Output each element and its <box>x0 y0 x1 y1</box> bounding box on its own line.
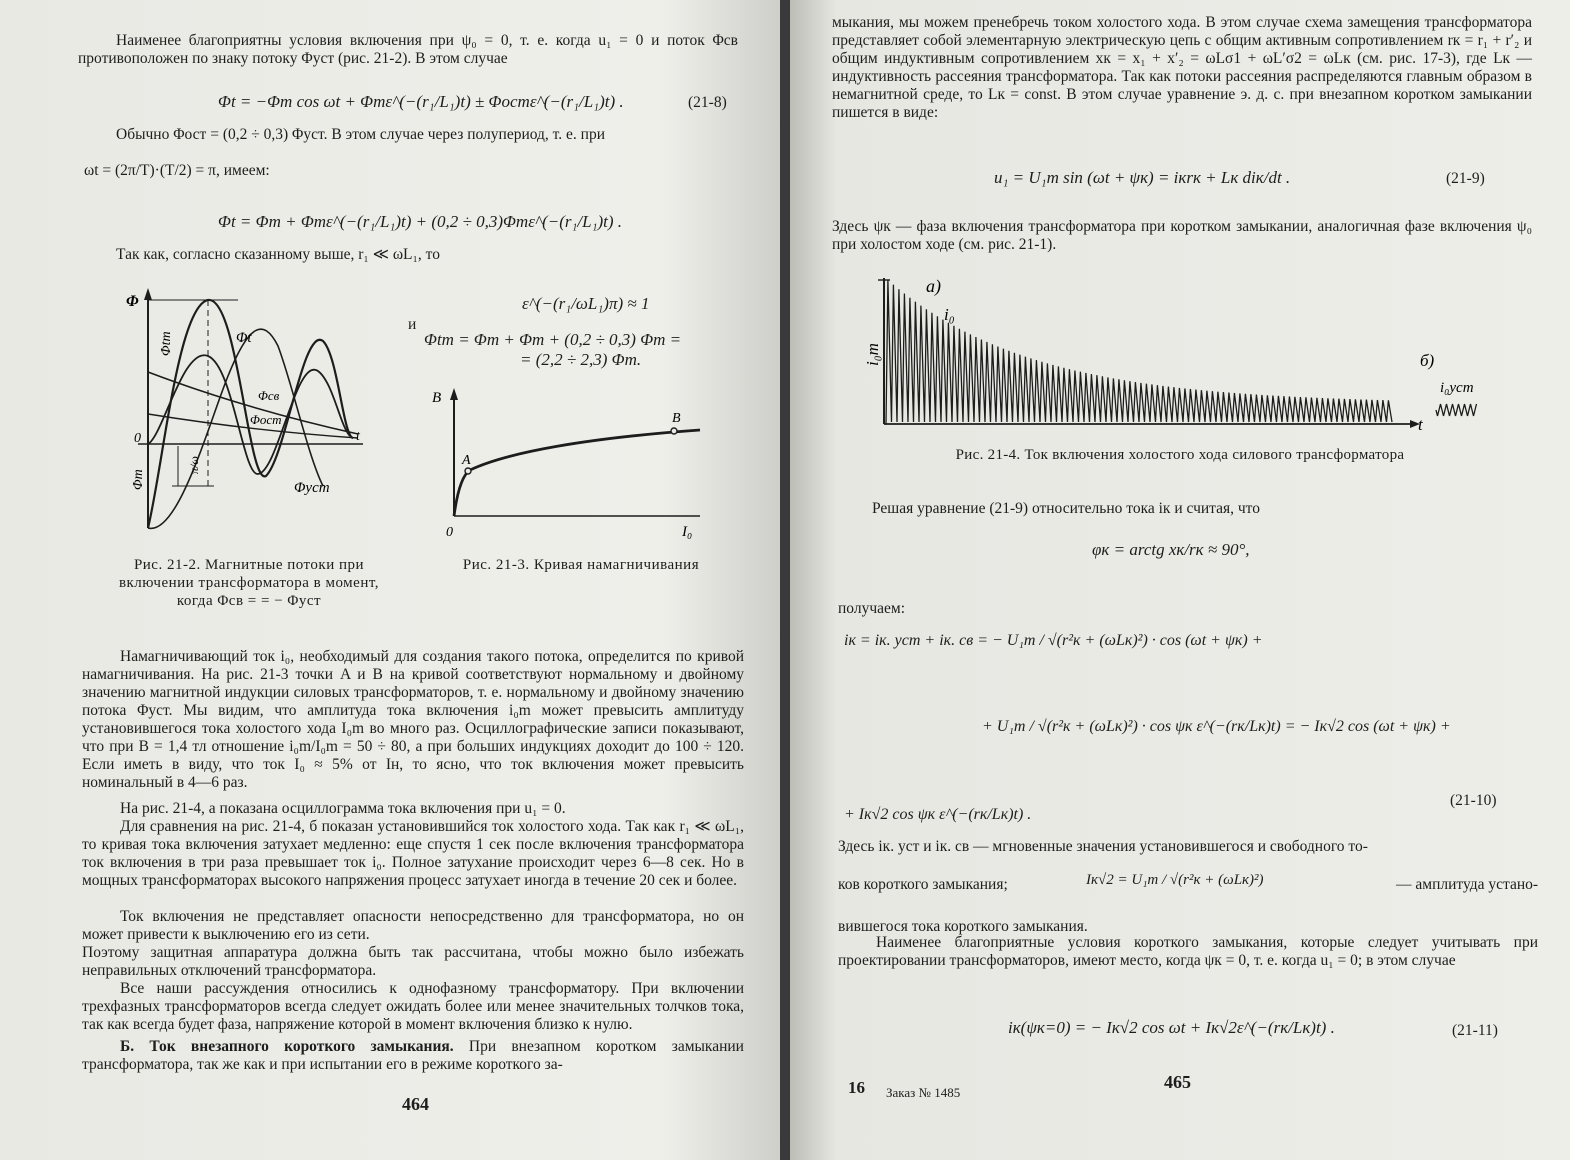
paragraph: Здесь iк. уст и iк. св — мгновенные значения установившегося и свободного то- <box>838 838 1368 855</box>
conjunction: и <box>408 316 417 333</box>
equation-number: (21-10) <box>1450 792 1497 809</box>
fig-label-zero: 0 <box>134 431 141 446</box>
paragraph: мыкания, мы можем пренебречь током холостого хода. В этом случае схема замещения трансформатора представляет собой элементарную электрическую цепь с общим активным сопротивлением rк = r₁ + r′₂ и общим индуктивным сопротивлением xк = x₁ + x′₂ = ωLσ1 + ωL′σ2 = ωLк (см. рис. 17-3), где Lк — индуктивность рассеяния трансформатора. Так как потоки рассеяния распределяются главным образом в немагнитной среде, то Lк = const. В этом случае уравнение э. д. с. при внезапном коротком замыкании пишется в виде: <box>832 14 1532 121</box>
page-number: 465 <box>1164 1072 1191 1092</box>
paragraph: вившегося тока короткого замыкания. <box>838 918 1088 935</box>
fig-label-t: t <box>356 429 360 444</box>
book-gutter <box>780 0 790 1160</box>
paragraph: На рис. 21-4, а показана осциллограмма тока включения при u₁ = 0. <box>120 800 566 817</box>
axis-label-i0: I₀ <box>682 524 693 540</box>
signature-number: 16 <box>848 1078 865 1097</box>
fig-label-a: а) <box>926 276 941 296</box>
equation-21-10-part2: + U₁m / √(r²к + (ωLк)²) · cos ψк ε^(−(rк/Lк)t) = − Iк√2 cos (ωt + ψк) + <box>982 718 1451 735</box>
fig-label-t: t <box>1418 415 1423 434</box>
paragraph-text: При внезапном коротком замыкании трансформатора, так же как и при испытании его в режиме короткого за- <box>82 1038 744 1073</box>
origin-label: 0 <box>446 525 453 540</box>
point-b-label: B <box>672 411 681 426</box>
fig-label-i0: i₀ <box>944 305 955 324</box>
equation-21-10-part1: iк = iк. уст + iк. св = − U₁m / √(r²к + (ωLк)²) · cos (ωt + ψк) + <box>844 632 1263 649</box>
fig-label-phi-tm: Φtm <box>159 331 174 356</box>
point-a-label: A <box>462 453 471 468</box>
paragraph: Обычно Φост = (0,2 ÷ 0,3) Φуст. В этом случае через полупериод, т. е. при <box>116 126 606 143</box>
page-right <box>790 0 1570 1160</box>
fig-label-phi-ust: Φуст <box>294 480 330 496</box>
paragraph: Все наши рассуждения относились к однофазному трансформатору. При включении трехфазных трансформаторов всегда следует ожидать более или менее значительных толчков тока, так как всегда будет фаза, напряжение которой в момент включения близко к нулю. <box>82 980 744 1033</box>
paragraph: Так как, согласно сказанному выше, r₁ ≪ ωL₁, то <box>116 246 440 263</box>
equation-number: (21-11) <box>1452 1022 1498 1039</box>
paragraph: Здесь ψк — фаза включения трансформатора при коротком замыкании, аналогичная фазе включения ψ₀ при холостом ходе (см. рис. 21-1). <box>832 218 1532 253</box>
figure-caption: Рис. 21-4. Ток включения холостого хода силового трансформатора <box>955 447 1405 463</box>
fig-label-i0ust: i₀уст <box>1440 380 1474 396</box>
equation-number: (21-9) <box>1446 170 1485 187</box>
fig-label-pi-omega: π/ω <box>187 456 201 474</box>
print-order: Заказ № 1485 <box>886 1085 961 1100</box>
fig-label-i0m: i₀m <box>863 343 882 366</box>
equation: φк = arctg xк/rк ≈ 90°, <box>1092 540 1250 559</box>
equation: ε^(−(r₁/ωL₁)π) ≈ 1 <box>522 294 650 313</box>
axis-label-b: B <box>432 390 442 406</box>
figure-caption: Рис. 21-2. Магнитные потоки при включении трансформатора в момент, когда Φсв = = − Φуст <box>118 557 380 609</box>
paragraph: Наименее благоприятны условия включения при ψ₀ = 0, т. е. когда u₁ = 0 и поток Φсв противоположен по знаку потоку Φуст (рис. 21-2). В этом случае <box>78 32 738 67</box>
paragraph: получаем: <box>838 600 905 617</box>
fig-label-phi-t: Φt <box>236 330 252 346</box>
equation-21-8: Φt = −Φm cos ωt + Φmε^(−(r₁/L₁)t) ± Φостε^(−(r₁/L₁)t) . <box>218 92 624 111</box>
fig-label-phi: Φ <box>126 293 139 310</box>
fig-label-phi-ost: Φост <box>250 412 282 427</box>
figure-21-4 <box>852 270 1512 434</box>
equation-inline: Iк√2 = U₁m / √(r²к + (ωLк)²) <box>1086 872 1264 888</box>
equation-number: (21-8) <box>688 94 727 111</box>
fig-label-phi-m: Φm <box>131 469 146 490</box>
paragraph: Наименее благоприятные условия короткого замыкания, которые следует учитывать при проектировании трансформаторов, имеют место, когда ψк = 0, т. е. когда u₁ = 0; в этом случае <box>838 934 1538 969</box>
formula-line: ωt = (2π/T)·(T/2) = π, имеем: <box>84 162 270 179</box>
equation: Φtm = Φm + Φm + (0,2 ÷ 0,3) Φm = <box>424 330 682 349</box>
figure-caption: Рис. 21-3. Кривая намагничивания <box>462 557 700 573</box>
equation-21-9: u₁ = U₁m sin (ωt + ψк) = iкrк + Lк diк/dt . <box>994 168 1291 187</box>
section-heading: Б. Ток внезапного короткого замыкания. <box>120 1038 454 1055</box>
paragraph: Поэтому защитная аппаратура должна быть так рассчитана, чтобы можно было избежать неправильных отключений трансформатора. <box>82 944 744 979</box>
equation-21-11: iк(ψк=0) = − Iк√2 cos ωt + Iк√2ε^(−(rк/Lк)t) . <box>1008 1018 1335 1037</box>
paragraph: ков короткого замыкания; <box>838 876 1008 893</box>
figure-21-3 <box>428 386 718 546</box>
paragraph: — амплитуда устано- <box>1396 876 1539 893</box>
fig-label-phi-sv: Φсв <box>258 388 280 403</box>
page-left <box>0 0 780 1160</box>
paragraph: Ток включения не представляет опасности непосредственно для трансформатора, но он может привести к выключению его из сети. <box>82 908 744 943</box>
figure-21-2 <box>118 286 368 536</box>
paragraph: Решая уравнение (21-9) относительно тока iк и считая, что <box>872 500 1260 517</box>
paragraph: Для сравнения на рис. 21-4, б показан установившийся ток холостого хода. Так как r₁ ≪ ωL₁, то кривая тока включения затухает медленно: еще спустя 1 сек после включения трансформатора ток включения в три раза превышает ток i₀. Полное затухание происходит через 6—8 сек. Но в мощных трансформаторах высокого напряжения процесс затухает иногда в течение 20 сек и более. <box>82 818 744 889</box>
page-number: 464 <box>402 1094 429 1114</box>
fig-label-b: б) <box>1420 351 1435 370</box>
equation: Φt = Φm + Φmε^(−(r₁/L₁)t) + (0,2 ÷ 0,3)Φmε^(−(r₁/L₁)t) . <box>218 212 623 231</box>
equation-21-10-part3: + Iк√2 cos ψк ε^(−(rк/Lк)t) . <box>844 806 1032 823</box>
paragraph <box>82 1038 744 1074</box>
paragraph: Намагничивающий ток i₀, необходимый для создания такого потока, определится по кривой намагничивания. На рис. 21-3 точки A и B на кривой соответствуют нормальному и двойному значению магнитной индукции силовых трансформаторов, т. е. нормальному и двойному значению потока Φуст. Мы видим, что амплитуда тока включения i₀m может превысить амплитуду установившегося тока холостого хода I₀m во много раз. Осциллографические записи показывают, что при B = 1,4 тл отношение i₀m/I₀m = 50 ÷ 80, а при больших индукциях доходит до 100 ÷ 120. Если иметь в виду, что ток I₀ ≈ 5% от Iн, то ясно, что ток включения может превысить номинальный в 4—6 раз. <box>82 648 744 791</box>
equation: = (2,2 ÷ 2,3) Φm. <box>520 350 642 369</box>
